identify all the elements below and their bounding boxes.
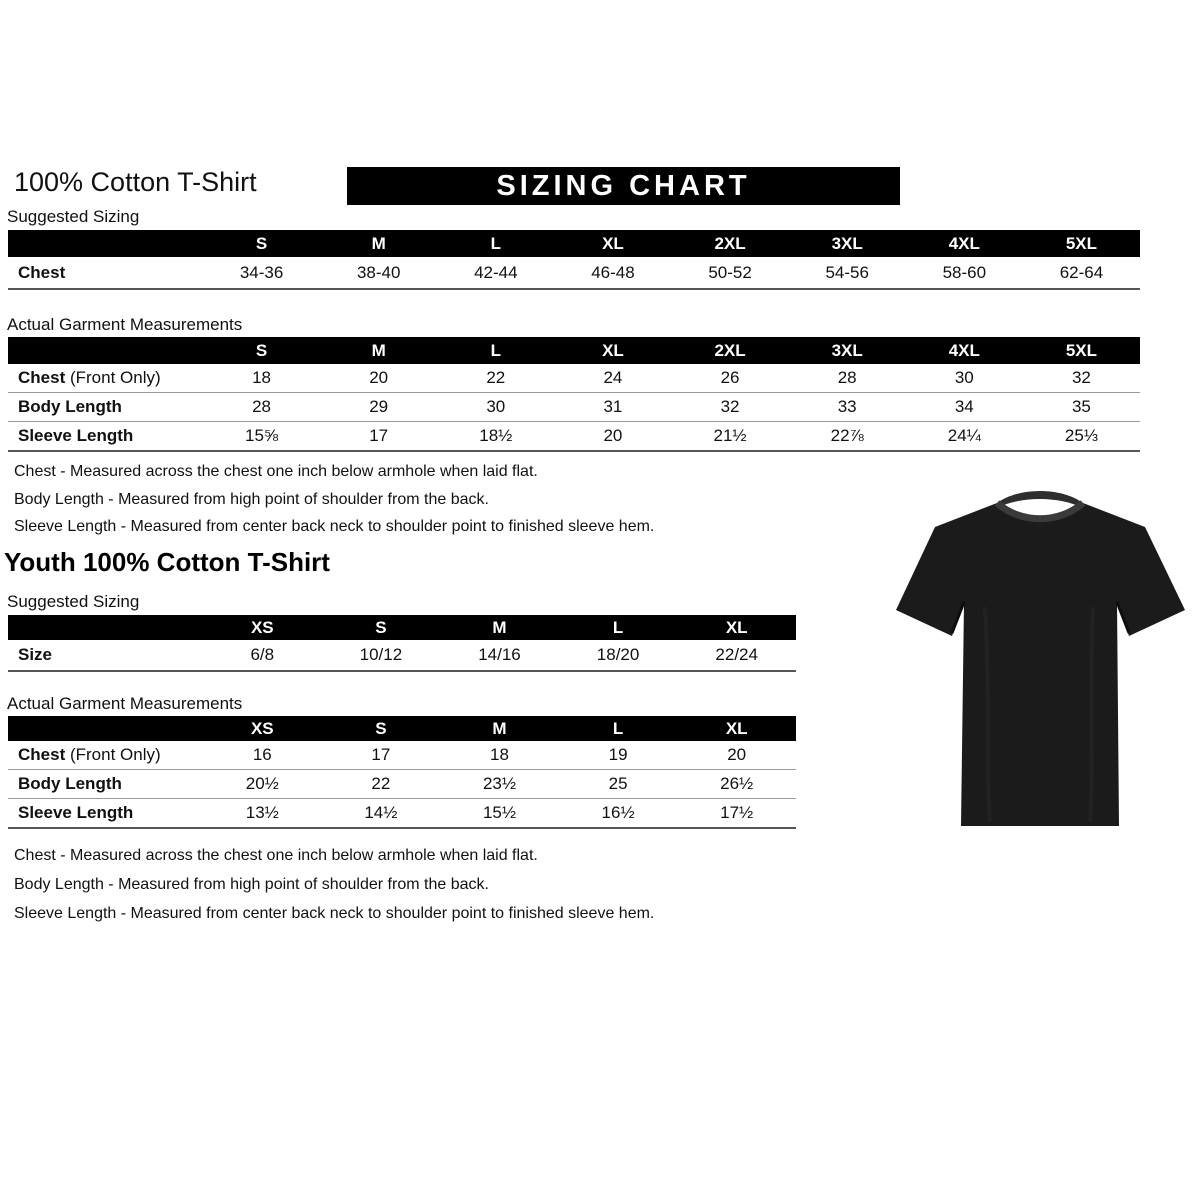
measurement-cell: 15½ [482, 803, 517, 822]
measurement-note: Body Length - Measured from high point of shoulder from the back. [14, 876, 489, 893]
size-column-header: L [437, 337, 554, 364]
measurement-cell: 21½ [713, 426, 747, 445]
measurement-cell: 30 [954, 368, 974, 387]
table-row [8, 422, 1140, 452]
measurement-cell: 35 [1071, 397, 1091, 416]
measurement-cell: 42-44 [474, 262, 518, 282]
measurement-cell: 33 [837, 397, 857, 416]
measurement-cell: 10/12 [359, 645, 403, 664]
row-label: Sleeve Length [18, 426, 134, 445]
row-label: Sleeve Length [18, 803, 134, 822]
youth-suggested-sizing-table [8, 615, 796, 672]
measurement-cell: 28 [837, 368, 857, 387]
size-column-header: S [203, 337, 320, 364]
table-row [8, 799, 796, 829]
measurement-cell: 26 [720, 368, 740, 387]
measurement-cell: 23½ [482, 774, 517, 793]
measurement-cell: 22⅞ [830, 426, 864, 445]
row-label: Chest (Front Only) [18, 368, 161, 387]
size-column-header: 5XL [1023, 230, 1140, 257]
tshirt-body [896, 503, 1185, 826]
measurement-cell: 18 [490, 745, 509, 764]
measurement-note: Sleeve Length - Measured from center back neck to shoulder point to finished sleeve hem. [14, 518, 655, 535]
measurement-cell: 15⅝ [245, 426, 279, 445]
measurement-cell: 20 [727, 745, 747, 764]
measurement-cell: 6/8 [250, 645, 275, 664]
measurement-cell: 17 [371, 745, 391, 764]
measurement-note: Chest - Measured across the chest one inch below armhole when laid flat. [14, 847, 538, 864]
size-column-header: XL [554, 337, 671, 364]
measurement-cell: 32 [720, 397, 740, 416]
measurement-cell: 20 [603, 426, 623, 445]
measurement-cell: 58-60 [942, 262, 987, 282]
measurement-cell: 24 [603, 368, 623, 387]
measurement-cell: 34-36 [239, 262, 284, 282]
youth-actual-measurements-table [8, 716, 796, 829]
measurement-cell: 25⅓ [1064, 426, 1098, 445]
corner-header [8, 716, 203, 741]
measurement-cell: 30 [486, 397, 506, 416]
measurement-cell: 54-56 [825, 262, 869, 282]
measurement-cell: 18 [252, 368, 272, 387]
measurement-cell: 22/24 [715, 645, 758, 664]
adult-actual-measurements-label: Actual Garment Measurements [7, 315, 243, 334]
measurement-cell: 28 [252, 397, 272, 416]
measurement-cell: 22 [371, 774, 391, 793]
measurement-cell: 18/20 [596, 645, 640, 664]
measurement-note: Sleeve Length - Measured from center back neck to shoulder point to finished sleeve hem. [14, 905, 655, 922]
size-column-header: XS [203, 716, 322, 741]
measurement-cell: 14½ [364, 803, 398, 822]
measurement-note: Body Length - Measured from high point of shoulder from the back. [14, 490, 489, 508]
measurement-cell: 16 [252, 745, 272, 764]
table-header-row [8, 615, 796, 640]
measurement-cell: 26½ [720, 774, 754, 793]
row-label: Body Length [18, 397, 122, 416]
table-row [8, 393, 1140, 422]
youth-section-title: Youth 100% Cotton T-Shirt [4, 547, 330, 577]
size-column-header: 2XL [672, 230, 789, 257]
size-column-header: 3XL [789, 230, 906, 257]
size-column-header: S [322, 615, 441, 640]
table-header-row [8, 337, 1140, 364]
measurement-note: Chest - Measured across the chest one inch below armhole when laid flat. [14, 463, 538, 480]
tshirt-body-wrinkle-right [1090, 607, 1093, 822]
row-label: Size [18, 645, 53, 664]
size-column-header: L [437, 230, 554, 257]
table-row [8, 741, 796, 770]
size-column-header: M [440, 716, 559, 741]
table-row [8, 770, 796, 799]
measurement-cell: 25 [608, 774, 628, 793]
measurement-cell: 18½ [479, 426, 513, 445]
measurement-cell: 38-40 [356, 262, 401, 282]
adult-section-title: 100% Cotton T-Shirt [14, 167, 257, 197]
tshirt-back-collar [997, 491, 1083, 508]
measurement-cell: 34 [954, 397, 974, 416]
corner-header [8, 615, 203, 640]
corner-header [8, 337, 203, 364]
measurement-cell: 32 [1071, 368, 1091, 387]
tshirt-product-image [893, 477, 1188, 835]
adult-suggested-sizing-table [8, 230, 1140, 290]
size-column-header: 4XL [906, 230, 1023, 257]
size-column-header: S [322, 716, 441, 741]
measurement-cell: 14/16 [478, 645, 521, 664]
corner-header [8, 230, 203, 257]
row-label: Chest (Front Only) [18, 745, 161, 764]
measurement-cell: 24¼ [947, 426, 981, 445]
measurement-cell: 20½ [245, 774, 279, 793]
measurement-cell: 29 [369, 397, 389, 416]
measurement-cell: 20 [369, 368, 389, 387]
table-row [8, 257, 1140, 289]
measurement-cell: 16½ [601, 803, 635, 822]
adult-measurement-notes [14, 458, 834, 541]
size-column-header: 5XL [1023, 337, 1140, 364]
table-header-row [8, 716, 796, 741]
size-column-header: M [440, 615, 559, 640]
measurement-cell: 17 [369, 426, 389, 445]
measurement-cell: 46-48 [591, 262, 635, 282]
youth-suggested-sizing-label: Suggested Sizing [7, 592, 140, 611]
size-column-header: XS [203, 615, 322, 640]
row-label: Body Length [18, 774, 122, 793]
size-column-header: M [320, 337, 437, 364]
measurement-cell: 19 [608, 745, 628, 764]
youth-measurement-notes [14, 841, 834, 928]
table-header-row [8, 230, 1140, 257]
sizing-chart-banner: SIZING CHART [347, 167, 900, 205]
adult-suggested-sizing-label: Suggested Sizing [7, 207, 140, 226]
table-row [8, 364, 1140, 393]
size-column-header: XL [677, 716, 796, 741]
measurement-cell: 31 [603, 397, 623, 416]
size-column-header: L [559, 716, 678, 741]
size-column-header: M [320, 230, 437, 257]
size-column-header: S [203, 230, 320, 257]
adult-actual-measurements-table [8, 337, 1140, 452]
size-column-header: 2XL [672, 337, 789, 364]
size-column-header: L [559, 615, 678, 640]
measurement-cell: 13½ [245, 803, 279, 822]
measurement-cell: 17½ [720, 803, 754, 822]
measurement-cell: 62-64 [1059, 262, 1104, 282]
size-column-header: 3XL [789, 337, 906, 364]
youth-actual-measurements-label: Actual Garment Measurements [7, 694, 243, 713]
table-row [8, 640, 796, 671]
size-column-header: XL [554, 230, 671, 257]
size-column-header: XL [677, 615, 796, 640]
measurement-cell: 50-52 [708, 262, 752, 282]
measurement-cell: 22 [486, 368, 506, 387]
row-label: Chest [18, 262, 66, 282]
size-column-header: 4XL [906, 337, 1023, 364]
tshirt-image [893, 477, 1188, 835]
